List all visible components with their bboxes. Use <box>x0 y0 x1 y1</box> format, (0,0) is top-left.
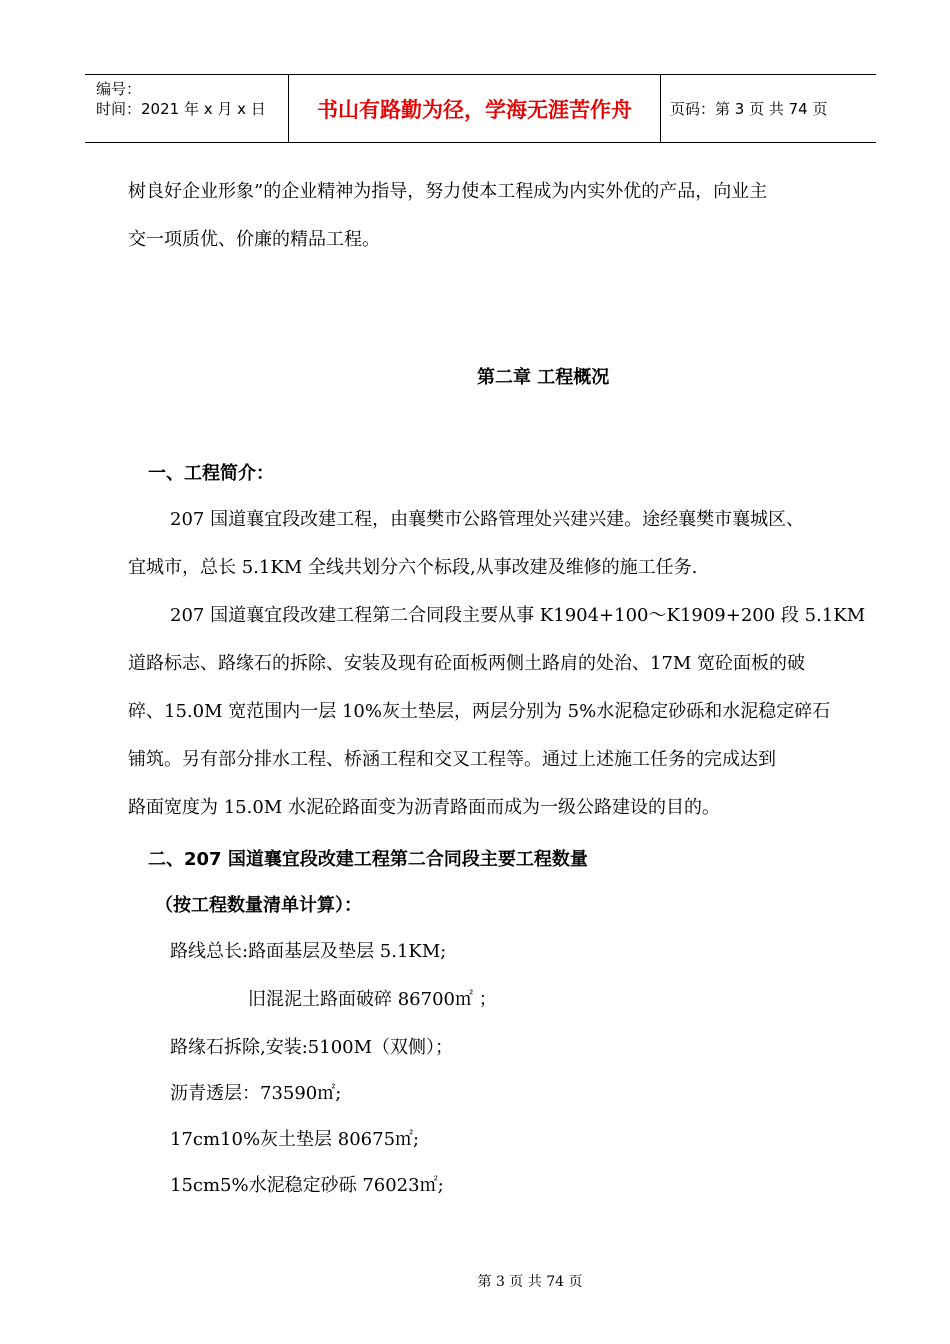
paragraph-line: 宜城市，总长 5.1KM 全线共划分六个标段,从事改建及维修的施工任务. <box>128 557 698 578</box>
header-motto: 书山有路勤为径，学海无涯苦作舟 <box>317 97 632 122</box>
section-title: 一、工程简介： <box>148 463 274 484</box>
list-item: 路缘石拆除,安装:5100M（双侧）； <box>170 1037 454 1058</box>
list-item: 路线总长:路面基层及垫层 5.1KM; <box>170 941 447 962</box>
section-title: 二、207 国道襄宜段改建工程第二合同段主要工程数量 <box>148 849 588 870</box>
paragraph-line: 树良好企业形象”的企业精神为指导，努力使本工程成为内实外优的产品，向业主 <box>128 181 768 202</box>
header-time-label: 时间：2021 年 x 月 x 日 <box>96 100 266 118</box>
page-header <box>85 74 876 143</box>
paragraph-line: 207 国道襄宜段改建工程，由襄樊市公路管理处兴建兴建。途经襄樊市襄城区、 <box>170 509 805 530</box>
header-number-label: 编号： <box>96 80 142 98</box>
section-subtitle: （按工程数量清单计算）： <box>155 895 362 916</box>
list-item: 沥青透层：73590㎡; <box>170 1083 342 1104</box>
paragraph-line: 路面宽度为 15.0M 水泥砼路面变为沥青路面而成为一级公路建设的目的。 <box>128 797 720 818</box>
list-item: 15cm5%水泥稳定砂砾 76023㎡; <box>170 1175 444 1196</box>
paragraph-line: 碎、15.0M 宽范围内一层 10%灰土垫层，两层分别为 5%水泥稳定砂砾和水泥稳定碎石 <box>128 701 831 722</box>
paragraph-line: 道路标志、路缘石的拆除、安装及现有砼面板两侧土路肩的处治、17M 宽砼面板的破 <box>128 653 806 674</box>
paragraph-line: 交一项质优、价廉的精品工程。 <box>128 229 380 250</box>
chapter-title: 第二章 工程概况 <box>477 367 610 388</box>
list-item: 17cm10%灰土垫层 80675㎡; <box>170 1129 420 1150</box>
header-page-info: 页码：第 3 页 共 74 页 <box>670 100 828 118</box>
header-divider <box>660 75 661 142</box>
header-meta <box>96 79 266 119</box>
page-footer-number: 第 3 页 共 74 页 <box>477 1274 583 1290</box>
paragraph-line: 铺筑。另有部分排水工程、桥涵工程和交叉工程等。通过上述施工任务的完成达到 <box>128 749 776 770</box>
list-item: 旧混泥土路面破碎 86700㎡ ； <box>248 989 497 1010</box>
paragraph-line: 207 国道襄宜段改建工程第二合同段主要从事 K1904+100～K1909+200 段 5.1KM <box>170 605 866 626</box>
